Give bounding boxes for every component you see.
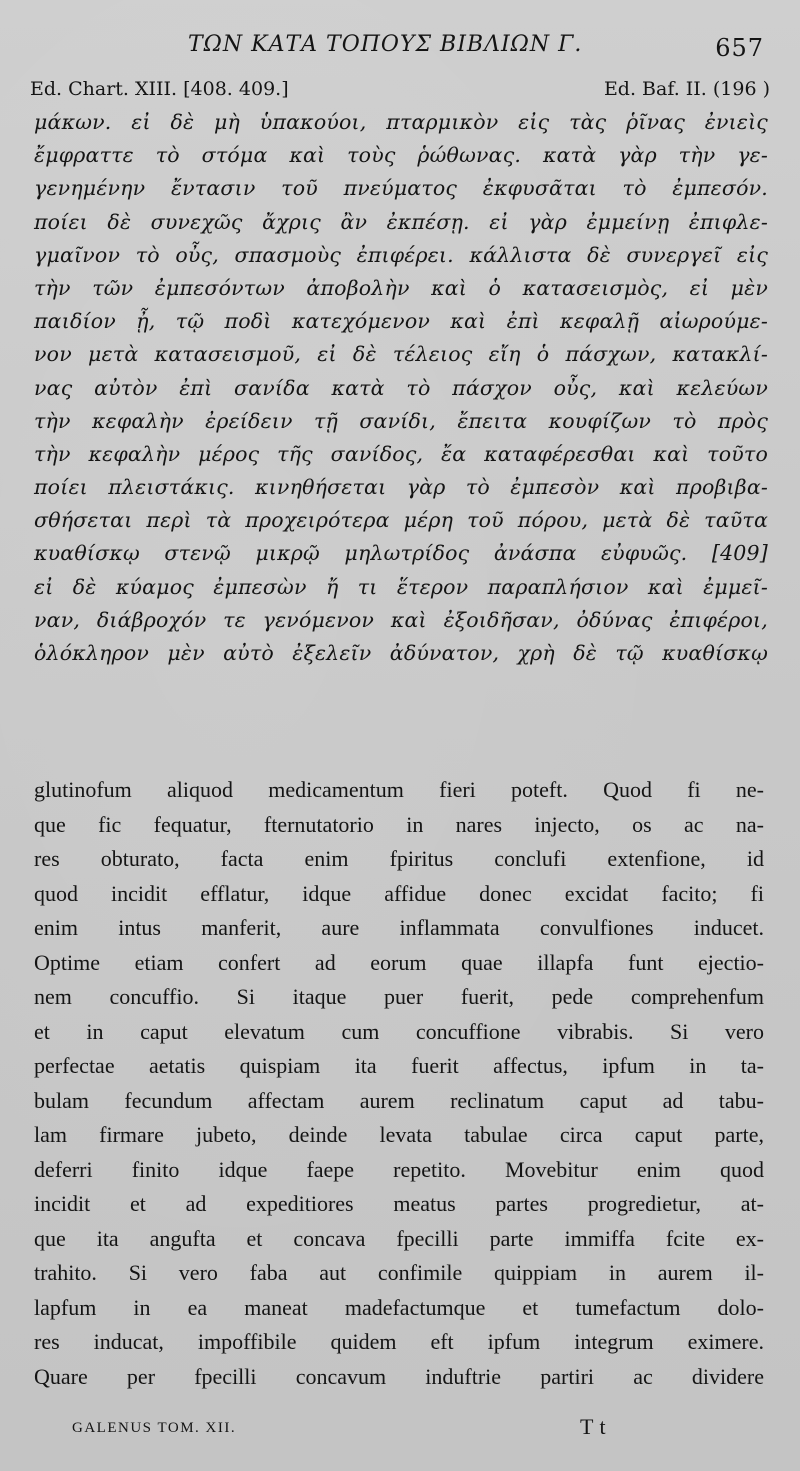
greek-line: τὴν κεφαλὴν μέρος τῆς σανίδος, ἔα καταφέρεσθαι καὶ τοῦτο: [34, 441, 768, 466]
greek-line: ποίει δὲ συνεχῶς ἄχρις ἂν ἐκπέσῃ. εἰ γὰρ ἐμμείνῃ ἐπιφλε-: [34, 209, 768, 234]
page-number: 657: [715, 34, 764, 62]
latin-line: que fic fequatur, fternutatorio in nares injecto, os ac na-: [34, 811, 764, 837]
latin-line: Optime etiam confert ad eorum quae illapfa funt ejectio-: [34, 949, 764, 975]
latin-line: enim intus manferit, aure inflammata convulfiones inducet.: [34, 915, 764, 940]
latin-line: deferri finito idque faepe repetito. Movebitur enim quod: [34, 1156, 764, 1182]
greek-line: ὁλόκληρον μὲν αὐτὸ ἐξελεῖν ἀδύνατον, χρὴ δὲ τῷ κυαθίσκῳ: [34, 641, 768, 665]
latin-line: quod incidit efflatur, idque affidue donec excidat facito; fi: [34, 880, 764, 906]
edition-chartier-reference: Ed. Chart. XIII. [408. 409.]: [30, 78, 289, 100]
running-title: ΤΩΝ ΚΑΤΑ ΤΟΠΟΥΣ ΒΙΒΛΙΩΝ Γ.: [188, 32, 583, 57]
greek-line: παιδίον ᾖ, τῷ ποδὶ κατεχόμενον καὶ ἐπὶ κεφαλῇ αἰωρούμε-: [34, 309, 768, 334]
greek-line: ναν, διάβροχόν τε γενόμενον καὶ ἐξοιδῆσαν, ὀδύνας ἐπιφέροι,: [34, 607, 768, 632]
greek-line: εἰ δὲ κύαμος ἐμπεσὼν ἤ τι ἕτερον παραπλήσιον καὶ ἐμμεῖ-: [34, 574, 768, 599]
latin-line: lam firmare jubeto, deinde levata tabulae circa caput parte,: [34, 1122, 764, 1147]
greek-line: σθήσεται περὶ τὰ προχειρότερα μέρη τοῦ πόρου, μετὰ δὲ ταῦτα: [34, 508, 768, 533]
latin-text-block: [34, 773, 764, 1394]
greek-line: γμαῖνον τὸ οὖς, σπασμοὺς ἐπιφέρει. κάλλιστα δὲ συνεργεῖ εἰς: [34, 242, 768, 267]
latin-line: res inducat, impoffibile quidem eft ipfum integrum eximere.: [34, 1329, 764, 1354]
latin-line: nem concuffio. Si itaque puer fuerit, pede comprehenfum: [34, 984, 764, 1009]
latin-line: incidit et ad expeditiores meatus partes progredietur, at-: [34, 1191, 764, 1216]
page-footer: [0, 1414, 800, 1444]
latin-line: lapfum in ea maneat madefactumque et tumefactum dolo-: [34, 1294, 764, 1320]
latin-line: que ita angufta et concava fpecilli parte immiffa fcite ex-: [34, 1225, 764, 1251]
latin-line: perfectae aetatis quispiam ita fuerit affectus, ipfum in ta-: [34, 1053, 764, 1078]
latin-line: Quare per fpecilli concavum induftrie partiri ac dividere: [34, 1363, 764, 1389]
sheet-signature-mark: Tt: [580, 1414, 612, 1439]
latin-line: bulam fecundum affectam aurem reclinatum caput ad tabu-: [34, 1087, 764, 1113]
latin-line: et in caput elevatum cum concuffione vibrabis. Si vero: [34, 1018, 764, 1044]
greek-line: τὴν τῶν ἐμπεσόντων ἀποβολὴν καὶ ὁ κατασεισμὸς, εἰ μὲν: [34, 275, 768, 300]
greek-line: κυαθίσκῳ στενῷ μικρῷ μηλωτρίδος ἀνάσπα εὐφυῶς. [409]: [34, 541, 768, 566]
latin-line: trahito. Si vero faba aut confimile quippiam in aurem il-: [34, 1260, 764, 1285]
greek-line: γενημένην ἔντασιν τοῦ πνεύματος ἐκφυσᾶται τὸ ἐμπεσόν.: [34, 176, 768, 201]
greek-text-block: [34, 106, 768, 670]
latin-line: res obturato, facta enim fpiritus conclufi extenfione, id: [34, 846, 764, 871]
running-head: [0, 30, 800, 64]
greek-line: ἔμφραττε τὸ στόμα καὶ τοὺς ῥώθωνας. κατὰ γὰρ τὴν γε-: [34, 143, 768, 168]
greek-line: τὴν κεφαλὴν ἐρείδειν τῇ σανίδι, ἔπειτα κουφίζων τὸ πρὸς: [34, 408, 768, 433]
greek-line: ποίει πλειστάκις. κινηθήσεται γὰρ τὸ ἐμπεσὸν καὶ προβιβα-: [34, 475, 768, 500]
latin-line: glutinofum aliquod medicamentum fieri poteft. Quod fi ne-: [34, 777, 764, 802]
greek-line: νας αὐτὸν ἐπὶ σανίδα κατὰ τὸ πάσχον οὖς, καὶ κελεύων: [34, 375, 768, 400]
volume-signature: GALENUS TOM. XII.: [72, 1420, 237, 1436]
edition-reference-line: [30, 78, 770, 106]
edition-basel-reference: Ed. Baf. II. (196 ): [603, 78, 770, 100]
greek-line: μάκων. εἰ δὲ μὴ ὑπακούοι, πταρμικὸν εἰς τὰς ῥῖνας ἐνιεὶς: [34, 110, 768, 134]
greek-line: νον μετὰ κατασεισμοῦ, εἰ δὲ τέλειος εἴη ὁ πάσχων, κατακλί-: [34, 342, 768, 367]
